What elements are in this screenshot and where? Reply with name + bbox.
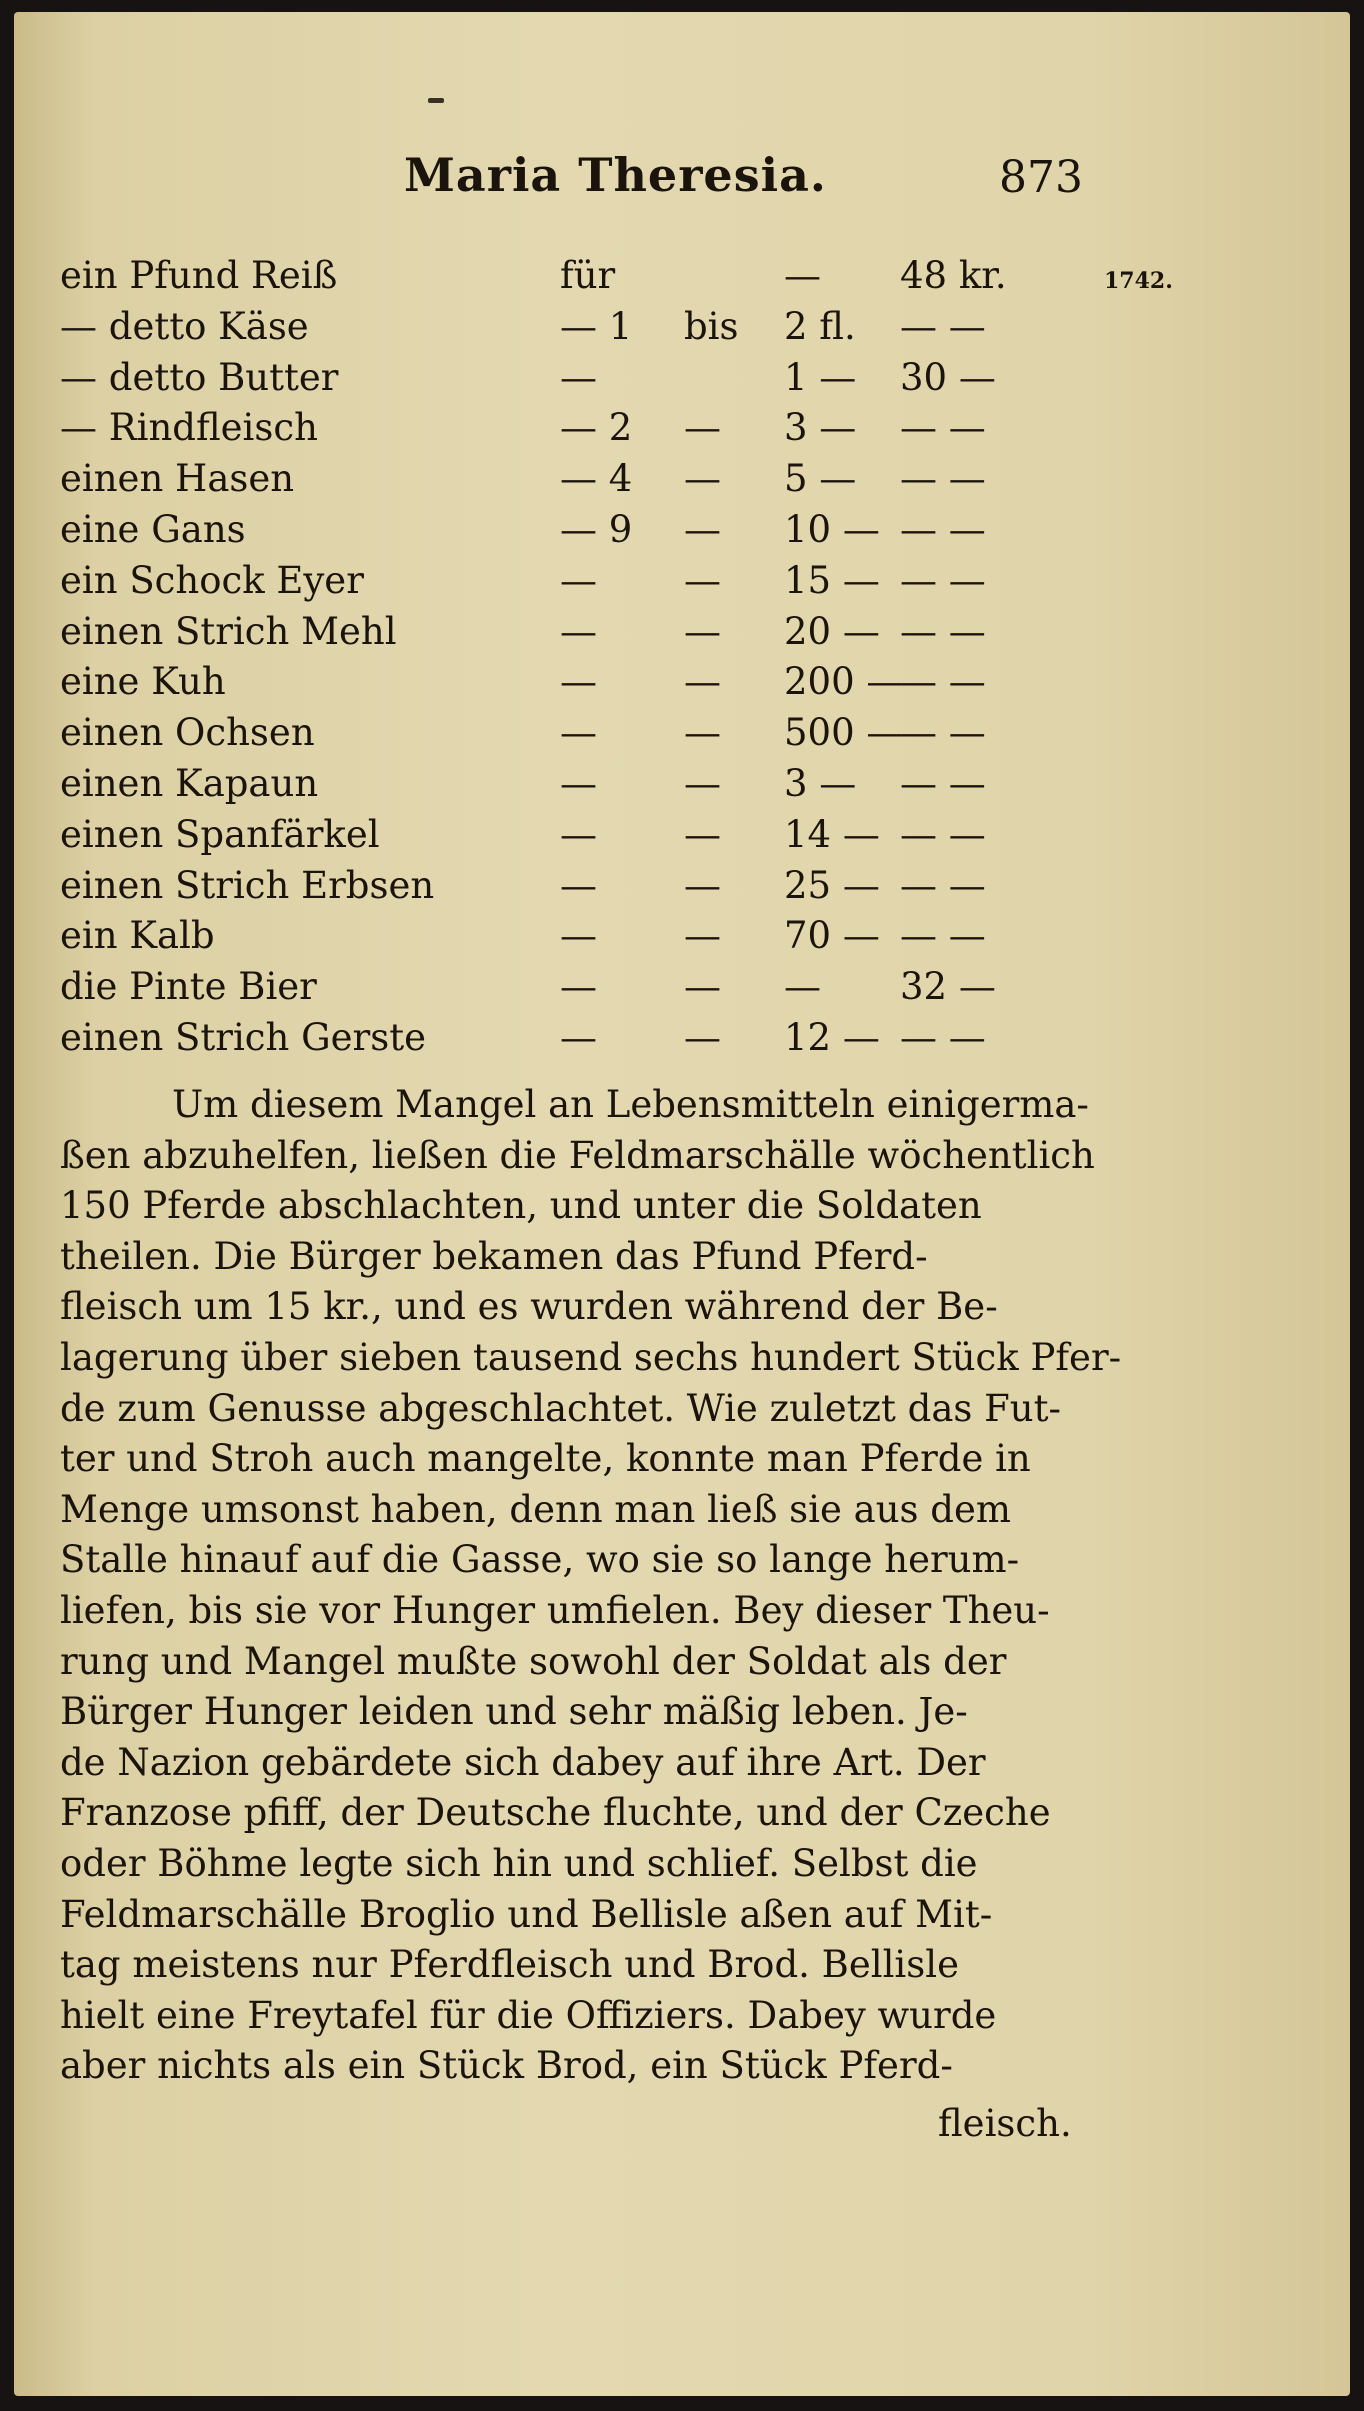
- price-item: eine Gans: [60, 508, 246, 551]
- price-fl: —: [784, 965, 821, 1009]
- price-row: [14, 914, 1350, 964]
- price-kr: — —: [900, 863, 986, 907]
- price-row: [14, 406, 1350, 456]
- price-kr: — —: [900, 558, 986, 602]
- price-fl: 3 —: [784, 762, 857, 805]
- price-from: — 2: [560, 406, 633, 450]
- body-line: Menge umsonst haben, denn man ließ sie aus dem: [60, 1487, 1011, 1531]
- price-row: [14, 610, 1350, 660]
- price-item: einen Strich Mehl: [60, 609, 397, 653]
- price-from: —: [560, 355, 597, 399]
- price-from: —: [560, 558, 597, 602]
- price-bis: —: [684, 762, 721, 805]
- body-line: 150 Pferde abschlachten, und unter die Soldaten: [60, 1184, 982, 1228]
- price-from: —: [560, 1016, 597, 1059]
- price-kr: — —: [900, 711, 986, 755]
- price-kr: — —: [900, 457, 986, 501]
- body-line: liefen, bis sie vor Hunger umfielen. Bey dieser Theu-: [60, 1588, 1050, 1632]
- price-from: — 4: [560, 457, 633, 501]
- body-line: rung und Mangel mußte sowohl der Soldat als der: [60, 1639, 1007, 1683]
- body-line: Franzose pfiff, der Deutsche fluchte, und der Czeche: [60, 1791, 1051, 1835]
- price-kr: 32 —: [900, 965, 996, 1009]
- price-row: [14, 356, 1350, 406]
- price-bis: —: [684, 558, 721, 602]
- price-bis: —: [684, 711, 721, 755]
- body-line: lagerung über sieben tausend sechs hundert Stück Pfer-: [60, 1335, 1122, 1379]
- header-mark: [428, 98, 444, 103]
- body-line: fleisch um 15 kr., und es wurden während der Be-: [60, 1285, 998, 1329]
- price-bis: bis: [684, 304, 739, 348]
- price-kr: — —: [900, 812, 986, 856]
- body-line: de Nazion gebärdete sich dabey auf ihre Art. Der: [60, 1740, 986, 1784]
- price-row: [14, 254, 1350, 304]
- price-from: —: [560, 762, 597, 805]
- body-line: oder Böhme legte sich hin und schlief. Selbst die: [60, 1841, 978, 1885]
- price-item: einen Strich Gerste: [60, 1016, 426, 1059]
- price-fl: 14 —: [784, 812, 880, 856]
- price-from: —: [560, 965, 597, 1009]
- price-fl: 20 —: [784, 609, 880, 653]
- body-line: hielt eine Freytafel für die Offiziers. Dabey wurde: [60, 1993, 997, 2037]
- price-fl: —: [784, 254, 821, 297]
- price-row: [14, 559, 1350, 609]
- price-fl: 200 —: [784, 660, 904, 704]
- price-kr: — —: [900, 914, 986, 958]
- body-paragraph: [60, 1080, 1122, 2092]
- price-row: [14, 457, 1350, 507]
- price-from: —: [560, 660, 597, 704]
- price-fl: 15 —: [784, 558, 880, 602]
- price-bis: —: [684, 609, 721, 653]
- price-item: einen Spanfärkel: [60, 812, 380, 856]
- body-line: ter und Stroh auch mangelte, konnte man Pferde in: [60, 1437, 1031, 1481]
- price-item: ein Schock Eyer: [60, 558, 364, 602]
- body-line: Um diesem Mangel an Lebensmitteln einigerma-: [172, 1083, 1089, 1126]
- price-row: [14, 1016, 1350, 1066]
- price-fl: 2 fl.: [784, 304, 856, 348]
- price-kr: 30 —: [900, 355, 996, 399]
- running-head: Maria Theresia.: [404, 148, 827, 202]
- price-row: [14, 660, 1350, 710]
- price-bis: —: [684, 457, 721, 501]
- body-line: aber nichts als ein Stück Brod, ein Stück Pferd-: [60, 2044, 953, 2088]
- price-from: —: [560, 609, 597, 653]
- price-item: — Rindfleisch: [60, 406, 318, 450]
- price-from: —: [560, 863, 597, 907]
- price-fl: 12 —: [784, 1016, 880, 1059]
- price-item: einen Kapaun: [60, 762, 319, 805]
- price-kr: — —: [900, 762, 986, 805]
- price-item: ein Pfund Reiß: [60, 254, 338, 297]
- price-bis: —: [684, 914, 721, 958]
- price-kr: 48 kr.: [900, 254, 1007, 297]
- body-line: ßen abzuhelfen, ließen die Feldmarschälle wöchentlich: [60, 1133, 1095, 1177]
- price-fl: 10 —: [784, 508, 880, 551]
- price-fl: 1 —: [784, 355, 857, 399]
- price-bis: —: [684, 1016, 721, 1059]
- price-fuer: für: [560, 254, 616, 297]
- price-row: [14, 711, 1350, 761]
- price-from: — 1: [560, 304, 633, 348]
- book-page: [14, 12, 1350, 2396]
- price-kr: — —: [900, 508, 986, 551]
- price-item: ein Kalb: [60, 914, 215, 958]
- body-line: tag meistens nur Pferdfleisch und Brod. Bellisle: [60, 1943, 959, 1987]
- body-line: Stalle hinauf auf die Gasse, wo sie so lange herum-: [60, 1538, 1020, 1582]
- price-item: einen Ochsen: [60, 711, 315, 755]
- price-from: —: [560, 914, 597, 958]
- price-row: [14, 305, 1350, 355]
- price-item: eine Kuh: [60, 660, 226, 704]
- price-item: — detto Käse: [60, 304, 309, 348]
- price-from: —: [560, 812, 597, 856]
- price-row: [14, 762, 1350, 812]
- price-fl: 5 —: [784, 457, 857, 501]
- price-row: [14, 508, 1350, 558]
- price-bis: —: [684, 965, 721, 1009]
- price-item: die Pinte Bier: [60, 965, 317, 1009]
- body-line: Feldmarschälle Broglio und Bellisle aßen auf Mit-: [60, 1892, 993, 1936]
- price-row: [14, 965, 1350, 1015]
- price-bis: —: [684, 863, 721, 907]
- price-kr: — —: [900, 660, 986, 704]
- price-fl: 70 —: [784, 914, 880, 958]
- price-row: [14, 864, 1350, 914]
- page-number: 873: [999, 152, 1083, 203]
- margin-year-note: 1742.: [1104, 268, 1173, 294]
- price-fl: 25 —: [784, 863, 880, 907]
- price-bis: —: [684, 508, 721, 551]
- price-fl: 3 —: [784, 406, 857, 450]
- price-from: — 9: [560, 508, 633, 551]
- price-item: — detto Butter: [60, 355, 339, 399]
- price-kr: — —: [900, 609, 986, 653]
- price-kr: — —: [900, 304, 986, 348]
- price-fl: 500 —: [784, 711, 904, 755]
- body-line: de zum Genusse abgeschlachtet. Wie zuletzt das Fut-: [60, 1386, 1062, 1430]
- body-line: theilen. Die Bürger bekamen das Pfund Pferd-: [60, 1234, 928, 1278]
- price-bis: —: [684, 406, 721, 450]
- price-kr: — —: [900, 1016, 986, 1059]
- price-kr: — —: [900, 406, 986, 450]
- price-bis: —: [684, 812, 721, 856]
- price-item: einen Strich Erbsen: [60, 863, 435, 907]
- price-bis: —: [684, 660, 721, 704]
- body-line: Bürger Hunger leiden und sehr mäßig leben. Je-: [60, 1690, 968, 1734]
- price-from: —: [560, 711, 597, 755]
- catchword: fleisch.: [938, 2102, 1072, 2145]
- price-row: [14, 813, 1350, 863]
- price-item: einen Hasen: [60, 457, 295, 501]
